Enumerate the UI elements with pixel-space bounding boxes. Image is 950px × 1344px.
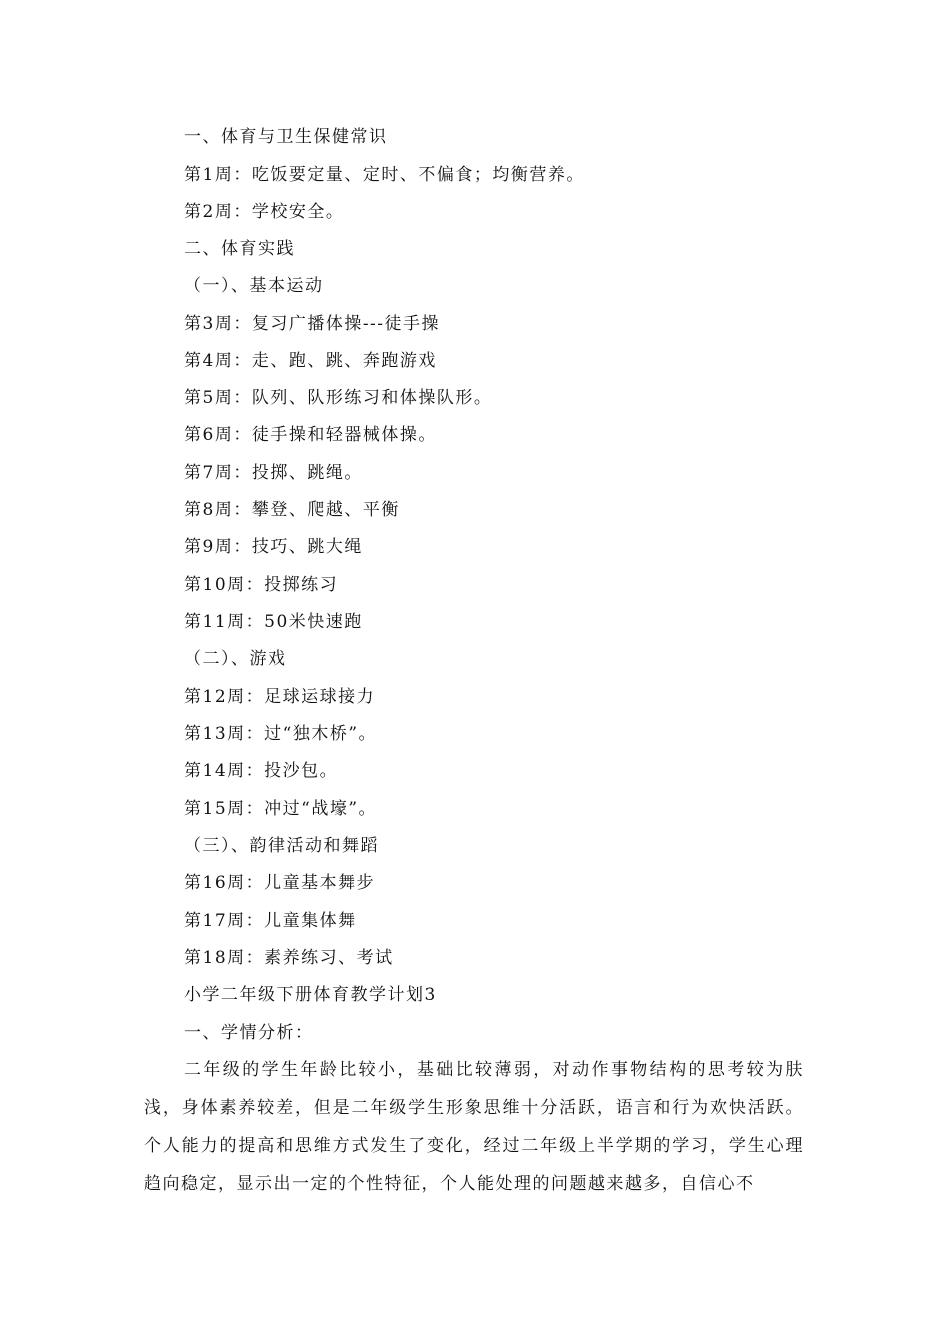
week-item-7: 第7周：投掷、跳绳。 [184,463,363,483]
week-item-13: 第13周：过“独木桥”。 [184,724,378,744]
week-item-14: 第14周：投沙包。 [184,761,339,781]
week-item-1: 第1周：吃饭要定量、定时、不偏食；均衡营养。 [184,165,585,185]
week-item-2: 第2周：学校安全。 [184,202,345,222]
week-item-9: 第9周：技巧、跳大绳 [184,537,363,557]
week-item-3: 第3周：复习广播体操---徒手操 [184,314,441,334]
week-item-18: 第18周：素养练习、考试 [184,948,394,968]
plan-title: 小学二年级下册体育教学计划3 [184,985,437,1005]
analysis-paragraph: 二年级的学生年龄比较小，基础比较薄弱，对动作事物结构的思考较为肤浅，身体素养较差，但是二年级学生形象思维十分活跃，语言和行为欢快活跃。个人能力的提高和思维方式发生了变化，经过二年级上半学期的学习，学生心理趋向稳定，显示出一定的个性特征，个人能处理的问题越来越多，自信心不 [144,1060,804,1194]
subsection-games: （二）、游戏 [184,649,287,669]
week-item-11: 第11周：50米快速跑 [184,612,363,632]
subsection-basic-sports: （一）、基本运动 [184,276,324,296]
section-heading-practice: 二、体育实践 [184,239,295,259]
week-item-17: 第17周：儿童集体舞 [184,911,357,931]
week-item-16: 第16周：儿童基本舞步 [184,873,376,893]
week-item-10: 第10周：投掷练习 [184,575,339,595]
section-heading-analysis: 一、学情分析： [184,1023,314,1043]
week-item-8: 第8周：攀登、爬越、平衡 [184,500,400,520]
section-heading-health: 一、体育与卫生保健常识 [184,127,388,147]
week-item-4: 第4周：走、跑、跳、奔跑游戏 [184,351,437,371]
subsection-rhythm-dance: （三）、韵律活动和舞蹈 [184,836,379,856]
week-item-15: 第15周：冲过“战壕”。 [184,799,378,819]
week-item-12: 第12周：足球运球接力 [184,687,376,707]
week-item-6: 第6周：徒手操和轻器械体操。 [184,425,437,445]
week-item-5: 第5周：队列、队形练习和体操队形。 [184,388,493,408]
